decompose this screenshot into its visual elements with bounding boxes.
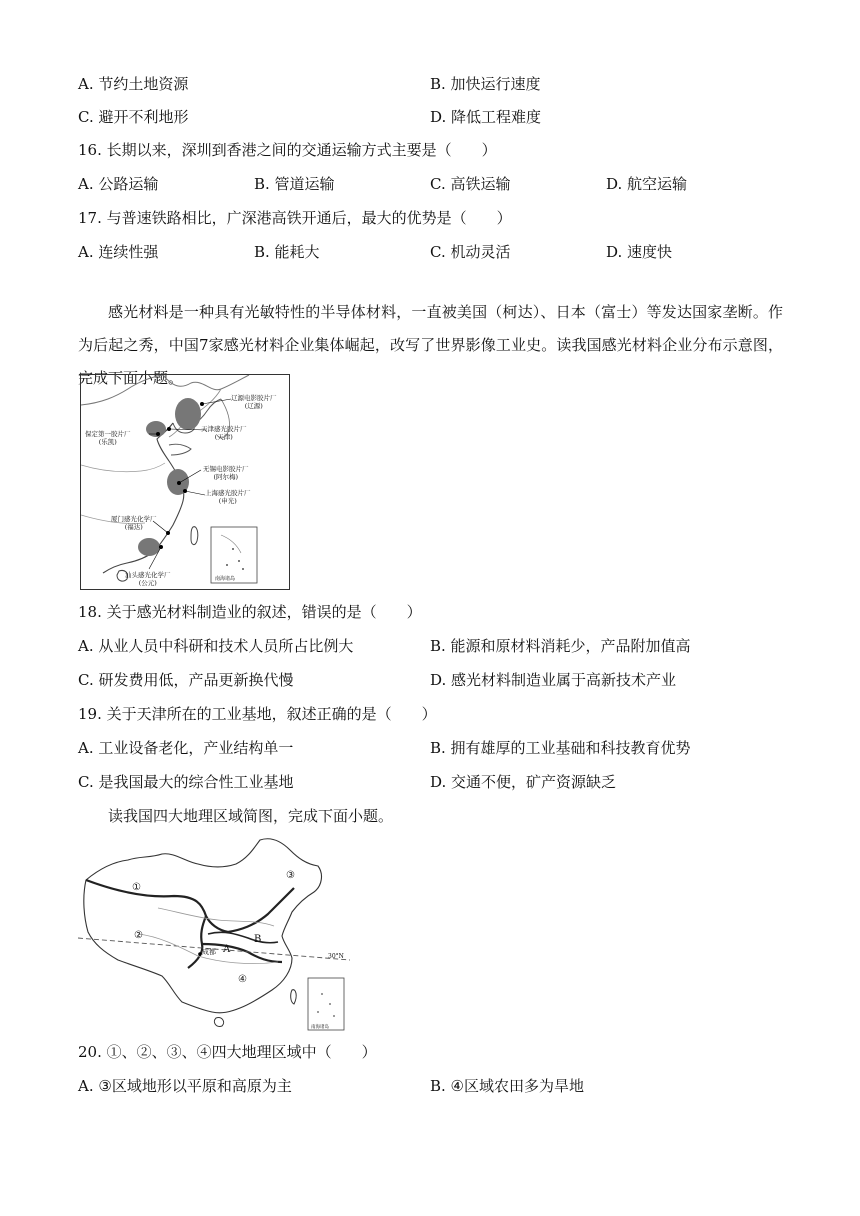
q17-stem: 17. 与普速铁路相比，广深港高铁开通后，最大的优势是（ ） — [78, 209, 512, 227]
q20-option-a: A. ③区域地形以平原和高原为主 — [78, 1077, 292, 1095]
q17-option-d: D. 速度快 — [606, 243, 673, 261]
q17-option-a: A. 连续性强 — [78, 243, 159, 261]
q18-option-a: A. 从业人员中科研和技术人员所占比例大 — [78, 637, 354, 655]
q19-option-d: D. 交通不便，矿产资源缺乏 — [430, 773, 617, 791]
enterprise-distribution-map — [80, 374, 290, 590]
inset-label-south-china-sea-2: 南海诸岛 — [311, 1025, 329, 1030]
q16-option-d: D. 航空运输 — [606, 175, 688, 193]
q20-stem: 20. ①、②、③、④四大地理区域中（ ） — [78, 1043, 377, 1061]
label-tianjin-factory: 天津感光胶片厂 (天津) — [201, 425, 247, 441]
q15-option-b: B. 加快运行速度 — [430, 75, 541, 93]
q16-option-c: C. 高铁运输 — [430, 175, 511, 193]
label-wuxi-factory: 无锡电影胶片厂 (阿尔梅) — [203, 465, 249, 481]
region-4-label: ④ — [238, 974, 247, 985]
q18-stem: 18. 关于感光材料制造业的叙述，错误的是（ ） — [78, 603, 422, 621]
q19-option-c: C. 是我国最大的综合性工业基地 — [78, 773, 294, 791]
passage-photosensitive-materials: 感光材料是一种具有光敏特性的半导体材料，一直被美国（柯达）、日本（富士）等发达国家垄断。作为后起之秀，中国7家感光材料企业集体崛起，改写了世界影像工业史。读我国感光材料企业分布示意图，完成下面小题。 — [78, 303, 783, 387]
line-a-label: A — [223, 944, 231, 955]
q19-stem: 19. 关于天津所在的工业基地，叙述正确的是（ ） — [78, 705, 437, 723]
china-regions-map-graphic — [78, 834, 350, 1034]
line-b-label: B — [254, 934, 262, 945]
q19-option-b: B. 拥有雄厚的工业基础和科技教育优势 — [430, 739, 691, 757]
passage-four-regions: 读我国四大地理区域简图，完成下面小题。 — [108, 807, 394, 825]
label-baoding-factory: 保定第一胶片厂 (乐凯) — [85, 430, 131, 446]
q16-stem: 16. 长期以来，深圳到香港之间的交通运输方式主要是（ ） — [78, 141, 497, 159]
label-xiamen-factory: 厦门感光化学厂 (福达) — [111, 515, 157, 531]
q17-option-b: B. 能耗大 — [254, 243, 320, 261]
inset-label-south-china-sea: 南海诸岛 — [215, 576, 236, 582]
city-label-chengdu: 成都 — [202, 948, 216, 956]
label-shanghai-factory: 上海感光胶片厂 (申光) — [205, 489, 251, 505]
label-liaoyuan-factory: 辽源电影胶片厂 (辽源) — [231, 394, 277, 410]
region-2-label: ② — [134, 930, 143, 941]
four-regions-map — [78, 834, 350, 1034]
region-3-label: ③ — [286, 870, 295, 881]
region-1-label: ① — [132, 882, 141, 893]
q19-option-a: A. 工业设备老化，产业结构单一 — [78, 739, 294, 757]
latitude-label: 30°N — [328, 953, 344, 960]
q16-option-a: A. 公路运输 — [78, 175, 159, 193]
q15-option-d: D. 降低工程难度 — [430, 108, 542, 126]
q18-option-d: D. 感光材料制造业属于高新技术产业 — [430, 671, 677, 689]
q16-option-b: B. 管道运输 — [254, 175, 335, 193]
q15-option-a: A. 节约土地资源 — [78, 75, 189, 93]
q18-option-c: C. 研发费用低，产品更新换代慢 — [78, 671, 294, 689]
q20-option-b: B. ④区域农田多为旱地 — [430, 1077, 585, 1095]
label-shantou-factory: 汕头感光化学厂 (公元) — [125, 571, 171, 587]
q17-option-c: C. 机动灵活 — [430, 243, 511, 261]
q18-option-b: B. 能源和原材料消耗少，产品附加值高 — [430, 637, 691, 655]
q15-option-c: C. 避开不利地形 — [78, 108, 189, 126]
